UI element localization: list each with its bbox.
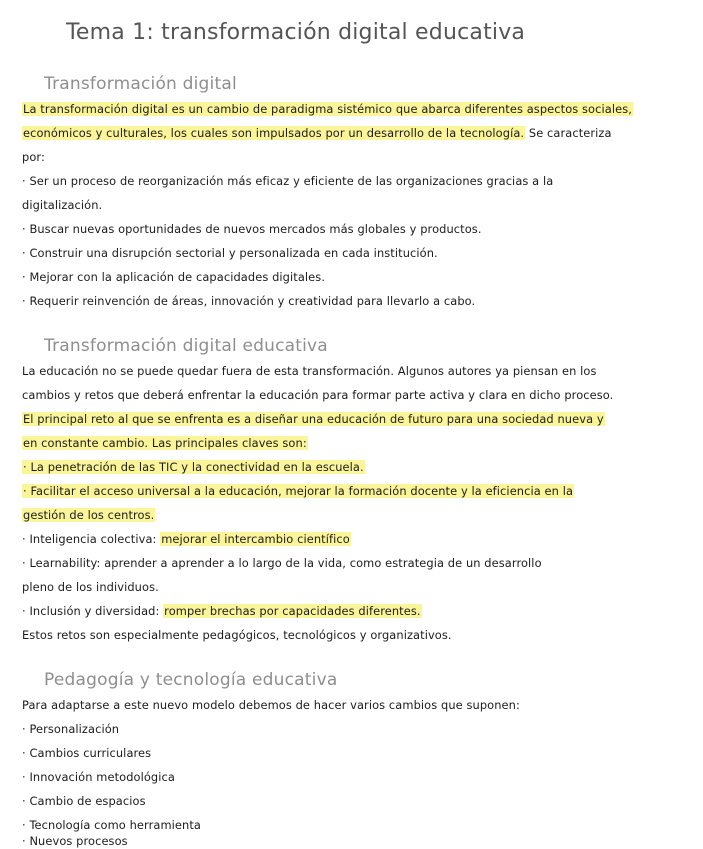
text-line: Para adaptarse a este nuevo modelo debemos de hacer varios cambios que suponen: [22, 698, 520, 712]
text-line [22, 102, 633, 117]
text-line [22, 508, 155, 523]
text-line: pleno de los individuos. [22, 580, 159, 594]
list-item: · Innovación metodológica [22, 770, 175, 784]
text-line [22, 460, 365, 475]
text-line: La educación no se puede quedar fuera de esta transformación. Algunos autores ya piensan en los [22, 364, 597, 378]
list-item: · Personalización [22, 722, 120, 736]
text-line [22, 412, 605, 427]
text-line [22, 532, 351, 547]
highlighted-text: mejorar el intercambio científico [161, 532, 350, 546]
section-heading-transformacion-digital-educativa: Transformación digital educativa [44, 336, 328, 356]
highlighted-text: en constante cambio. Las principales claves son: [23, 436, 307, 450]
text-line [22, 436, 308, 451]
highlighted-text: · Facilitar el acceso universal a la educación, mejorar la formación docente y la eficiencia en la [23, 484, 574, 498]
text-line [22, 126, 612, 141]
text-line: · Mejorar con la aplicación de capacidades digitales. [22, 270, 326, 284]
list-item: · Tecnología como herramienta [22, 818, 201, 832]
text-line: · Construir una disrupción sectorial y personalizada en cada institución. [22, 246, 438, 260]
text-line: · Ser un proceso de reorganización más eficaz y eficiente de las organizaciones gracias a la [22, 174, 554, 188]
plain-text: · Inclusión y diversidad: [22, 604, 164, 618]
text-line: por: [22, 150, 45, 164]
list-item: · Nuevos procesos [22, 834, 128, 848]
text-line: Estos retos son especialmente pedagógicos, tecnológicos y organizativos. [22, 628, 452, 642]
plain-text: · Inteligencia colectiva: [22, 532, 161, 546]
highlighted-text: gestión de los centros. [23, 508, 155, 522]
text-line: digitalización. [22, 198, 103, 212]
highlighted-text: romper brechas por capacidades diferentes. [164, 604, 421, 618]
highlighted-text: económicos y culturales, los cuales son impulsados por un desarrollo de la tecnología. [23, 126, 525, 140]
section-heading-pedagogia-tecnologia: Pedagogía y tecnología educativa [44, 670, 338, 690]
highlighted-text: El principal reto al que se enfrenta es a diseñar una educación de futuro para una sociedad nueva y [23, 412, 604, 426]
text-line: cambios y retos que deberá enfrentar la educación para formar parte activa y clara en dicho proceso. [22, 388, 614, 402]
highlighted-text: · La penetración de las TIC y la conectividad en la escuela. [23, 460, 364, 474]
text-line [22, 604, 422, 619]
list-item: · Cambios curriculares [22, 746, 152, 760]
text-line: · Requerir reinvención de áreas, innovación y creatividad para llevarlo a cabo. [22, 294, 476, 308]
text-line: · Learnability: aprender a aprender a lo largo de la vida, como estrategia de un desarrollo [22, 556, 542, 570]
text-line [22, 484, 574, 499]
plain-text: Se caracteriza [525, 126, 612, 140]
list-item: · Cambio de espacios [22, 794, 146, 808]
highlighted-text: La transformación digital es un cambio de paradigma sistémico que abarca diferentes aspectos sociales, [23, 102, 632, 116]
section-heading-transformacion-digital: Transformación digital [44, 74, 237, 94]
page-title: Tema 1: transformación digital educativa [66, 20, 526, 45]
text-line: · Buscar nuevas oportunidades de nuevos mercados más globales y productos. [22, 222, 482, 236]
